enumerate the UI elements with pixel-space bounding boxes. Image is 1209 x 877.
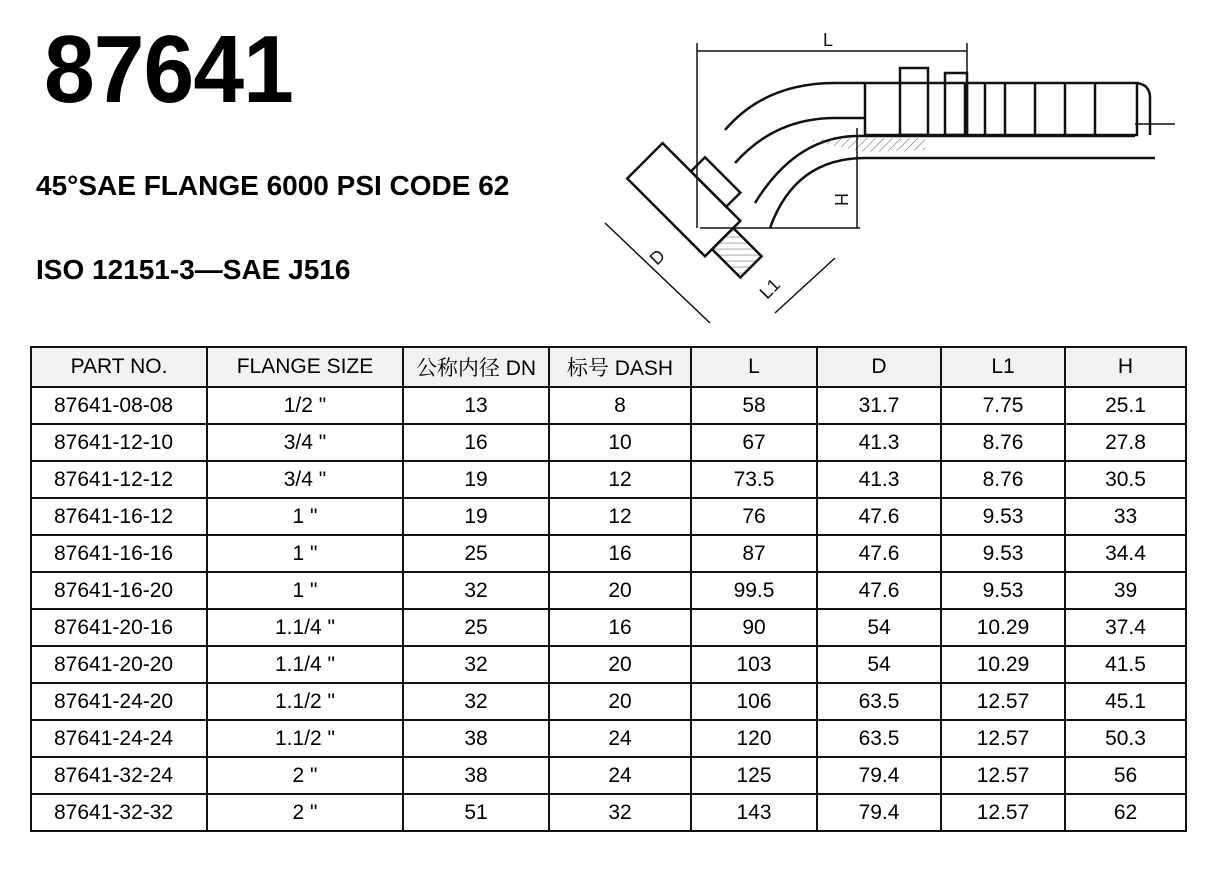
- cell-h: 37.4: [1065, 609, 1186, 646]
- cell-dn: 19: [403, 498, 549, 535]
- cell-dash: 12: [549, 461, 691, 498]
- cell-dn: 19: [403, 461, 549, 498]
- cell-dash: 20: [549, 683, 691, 720]
- cell-flange-size: 3/4 ": [207, 424, 403, 461]
- table-row: [31, 535, 1186, 572]
- cell-part-no: 87641-08-08: [31, 387, 207, 424]
- cell-flange-size: 1 ": [207, 535, 403, 572]
- cell-l: 125: [691, 757, 817, 794]
- cell-dn: 25: [403, 609, 549, 646]
- cell-part-no: 87641-16-16: [31, 535, 207, 572]
- cell-l1: 10.29: [941, 646, 1065, 683]
- cell-part-no: 87641-16-12: [31, 498, 207, 535]
- part-series-title: 87641: [44, 16, 293, 123]
- cell-flange-size: 1.1/4 ": [207, 609, 403, 646]
- dimension-label-H: H: [831, 193, 851, 206]
- cell-l1: 9.53: [941, 535, 1065, 572]
- cell-h: 34.4: [1065, 535, 1186, 572]
- table-row: [31, 461, 1186, 498]
- cell-dash: 20: [549, 646, 691, 683]
- table-row: [31, 683, 1186, 720]
- dimension-label-D: D: [645, 245, 670, 269]
- cell-h: 39: [1065, 572, 1186, 609]
- cell-dash: 20: [549, 572, 691, 609]
- cell-h: 41.5: [1065, 646, 1186, 683]
- cell-h: 62: [1065, 794, 1186, 831]
- cell-dn: 16: [403, 424, 549, 461]
- column-header-flange-size: FLANGE SIZE: [207, 347, 403, 387]
- cell-d: 54: [817, 646, 941, 683]
- cell-dn: 51: [403, 794, 549, 831]
- table-row: [31, 720, 1186, 757]
- cell-dn: 32: [403, 572, 549, 609]
- cell-h: 56: [1065, 757, 1186, 794]
- cell-l1: 12.57: [941, 794, 1065, 831]
- cell-l1: 12.57: [941, 757, 1065, 794]
- dimension-label-L1: L1: [755, 274, 784, 303]
- table-row: [31, 424, 1186, 461]
- cell-l1: 12.57: [941, 683, 1065, 720]
- cell-d: 47.6: [817, 535, 941, 572]
- cell-l1: 9.53: [941, 498, 1065, 535]
- cell-dn: 32: [403, 646, 549, 683]
- cell-dn: 13: [403, 387, 549, 424]
- cell-d: 63.5: [817, 683, 941, 720]
- table-row: [31, 572, 1186, 609]
- column-header-dn: 公称内径 DN: [403, 347, 549, 387]
- cell-d: 63.5: [817, 720, 941, 757]
- table-row: [31, 609, 1186, 646]
- table-row: [31, 387, 1186, 424]
- cell-dn: 38: [403, 720, 549, 757]
- cell-l: 103: [691, 646, 817, 683]
- cell-l: 73.5: [691, 461, 817, 498]
- cell-l: 87: [691, 535, 817, 572]
- cell-l1: 9.53: [941, 572, 1065, 609]
- cell-flange-size: 3/4 ": [207, 461, 403, 498]
- cell-flange-size: 1.1/4 ": [207, 646, 403, 683]
- table-row: [31, 794, 1186, 831]
- cell-part-no: 87641-32-24: [31, 757, 207, 794]
- table-row: [31, 498, 1186, 535]
- column-header-part-no: PART NO.: [31, 347, 207, 387]
- cell-d: 79.4: [817, 757, 941, 794]
- cell-flange-size: 1.1/2 ": [207, 683, 403, 720]
- cell-l1: 10.29: [941, 609, 1065, 646]
- column-header-l: L: [691, 347, 817, 387]
- column-header-dash: 标号 DASH: [549, 347, 691, 387]
- product-description: 45°SAE FLANGE 6000 PSI CODE 62: [36, 170, 510, 201]
- standard-reference: ISO 12151-3—SAE J516: [36, 254, 351, 285]
- cell-h: 25.1: [1065, 387, 1186, 424]
- cell-l1: 12.57: [941, 720, 1065, 757]
- cell-flange-size: 2 ": [207, 757, 403, 794]
- cell-dash: 12: [549, 498, 691, 535]
- cell-flange-size: 1 ": [207, 572, 403, 609]
- cell-flange-size: 1 ": [207, 498, 403, 535]
- cell-part-no: 87641-32-32: [31, 794, 207, 831]
- cell-dn: 25: [403, 535, 549, 572]
- cell-dash: 16: [549, 535, 691, 572]
- cell-part-no: 87641-24-20: [31, 683, 207, 720]
- cell-d: 31.7: [817, 387, 941, 424]
- cell-dash: 32: [549, 794, 691, 831]
- column-header-l1: L1: [941, 347, 1065, 387]
- cell-dash: 24: [549, 757, 691, 794]
- table-row: [31, 646, 1186, 683]
- dimension-table: [30, 346, 1187, 832]
- cell-l: 58: [691, 387, 817, 424]
- cell-flange-size: 2 ": [207, 794, 403, 831]
- cell-h: 33: [1065, 498, 1186, 535]
- cell-dash: 8: [549, 387, 691, 424]
- cell-l: 90: [691, 609, 817, 646]
- cell-h: 30.5: [1065, 461, 1186, 498]
- cell-dash: 10: [549, 424, 691, 461]
- cell-d: 79.4: [817, 794, 941, 831]
- cell-part-no: 87641-16-20: [31, 572, 207, 609]
- cell-dash: 16: [549, 609, 691, 646]
- cell-flange-size: 1.1/2 ": [207, 720, 403, 757]
- cell-l: 143: [691, 794, 817, 831]
- cell-d: 41.3: [817, 424, 941, 461]
- cell-l: 76: [691, 498, 817, 535]
- cell-h: 27.8: [1065, 424, 1186, 461]
- cell-part-no: 87641-12-12: [31, 461, 207, 498]
- cell-d: 41.3: [817, 461, 941, 498]
- fitting-technical-drawing: [595, 28, 1185, 338]
- dimension-label-L: L: [823, 30, 834, 50]
- cell-h: 45.1: [1065, 683, 1186, 720]
- cell-dn: 32: [403, 683, 549, 720]
- cell-part-no: 87641-12-10: [31, 424, 207, 461]
- cell-part-no: 87641-20-16: [31, 609, 207, 646]
- cell-l: 99.5: [691, 572, 817, 609]
- cell-flange-size: 1/2 ": [207, 387, 403, 424]
- cell-part-no: 87641-24-24: [31, 720, 207, 757]
- cell-l: 67: [691, 424, 817, 461]
- cell-l1: 8.76: [941, 424, 1065, 461]
- cell-dash: 24: [549, 720, 691, 757]
- cell-l1: 8.76: [941, 461, 1065, 498]
- column-header-d: D: [817, 347, 941, 387]
- cell-h: 50.3: [1065, 720, 1186, 757]
- cell-l1: 7.75: [941, 387, 1065, 424]
- cell-d: 47.6: [817, 498, 941, 535]
- cell-l: 106: [691, 683, 817, 720]
- cell-l: 120: [691, 720, 817, 757]
- table-header-row: [31, 347, 1186, 387]
- cell-dn: 38: [403, 757, 549, 794]
- cell-d: 54: [817, 609, 941, 646]
- table-row: [31, 757, 1186, 794]
- cell-d: 47.6: [817, 572, 941, 609]
- cell-part-no: 87641-20-20: [31, 646, 207, 683]
- column-header-h: H: [1065, 347, 1186, 387]
